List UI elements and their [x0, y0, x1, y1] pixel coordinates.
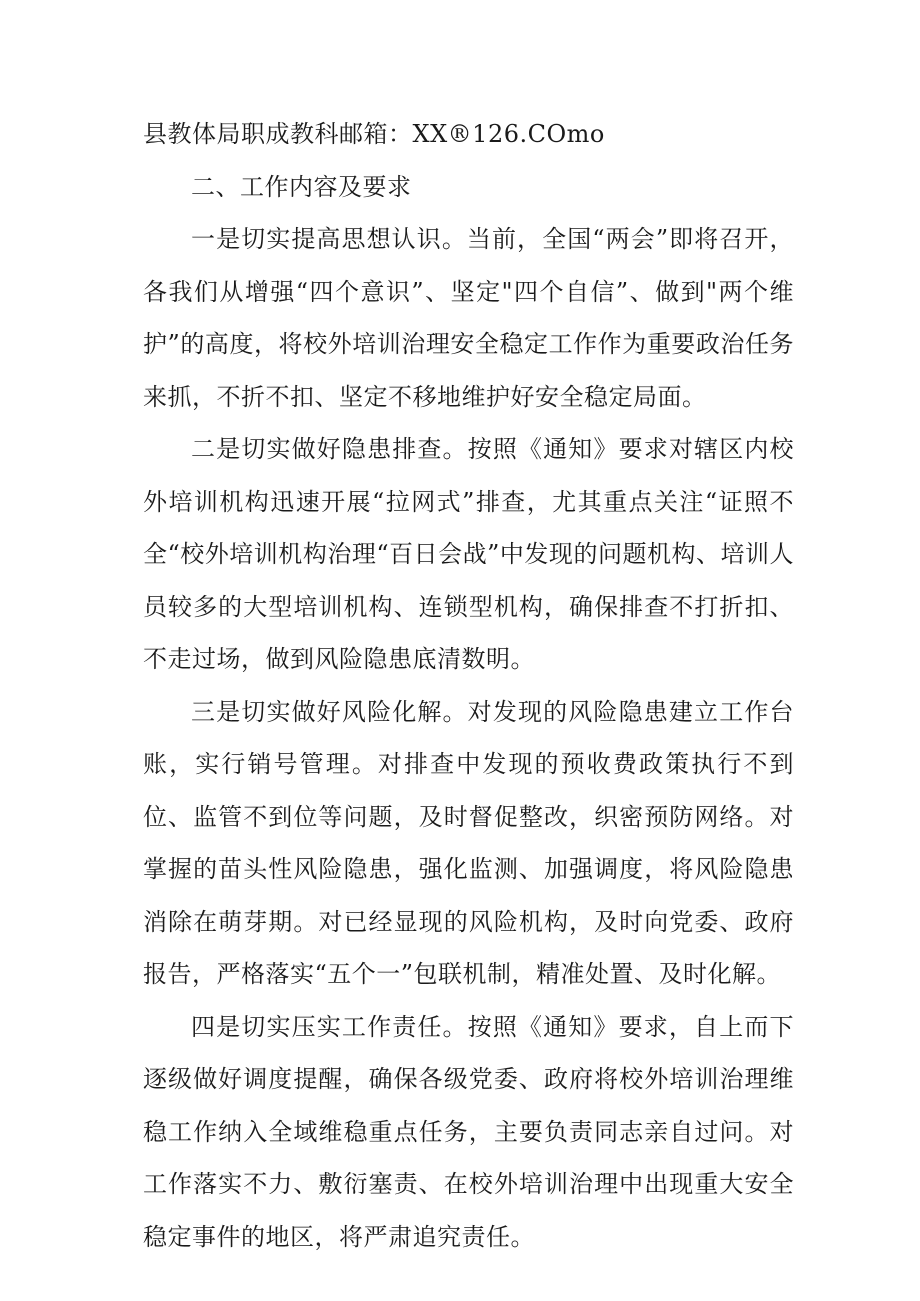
paragraph-4: 四是切实压实工作责任。按照《通知》要求，自上而下逐级做好调度提醒，确保各级党委、政府将校外培训治理维稳工作纳入全域维稳重点任务，主要负责同志亲自过问。对工作落实不力、敷衍塞责、在校外培训治理中出现重大安全稳定事件的地区，将严肃追究责任。: [143, 1012, 794, 1251]
paragraph-2: 二是切实做好隐患排查。按照《通知》要求对辖区内校外培训机构迅速开展“拉网式”排查，尤其重点关注“证照不全“校外培训机构治理“百日会战”中发现的问题机构、培训人员较多的大型培训机构、连锁型机构，确保排查不打折扣、不走过场，做到风险隐患底清数明。: [143, 435, 794, 673]
paragraph-3: 三是切实做好风险化解。对发现的风险隐患建立工作台账，实行销号管理。对排查中发现的预收费政策执行不到位、监管不到位等问题，及时督促整改，织密预防网络。对掌握的苗头性风险隐患，强化监测、加强调度，将风险隐患消除在萌芽期。对已经显现的风险机构，及时向党委、政府报告，严格落实“五个一”包联机制，精准处置、及时化解。: [143, 697, 794, 988]
section-heading: 二、工作内容及要求: [191, 172, 412, 201]
paragraph-1: 一是切实提高思想认识。当前，全国“两会”即将召开，各我们从增强“四个意识”、坚定"四个自信”、做到"两个维护”的高度，将校外培训治理安全稳定工作作为重要政治任务来抓，不折不扣、坚定不移地维护好安全稳定局面。: [143, 225, 794, 411]
contact-line: 县教体局职成教科邮箱：XX®126.COmo: [143, 120, 605, 148]
